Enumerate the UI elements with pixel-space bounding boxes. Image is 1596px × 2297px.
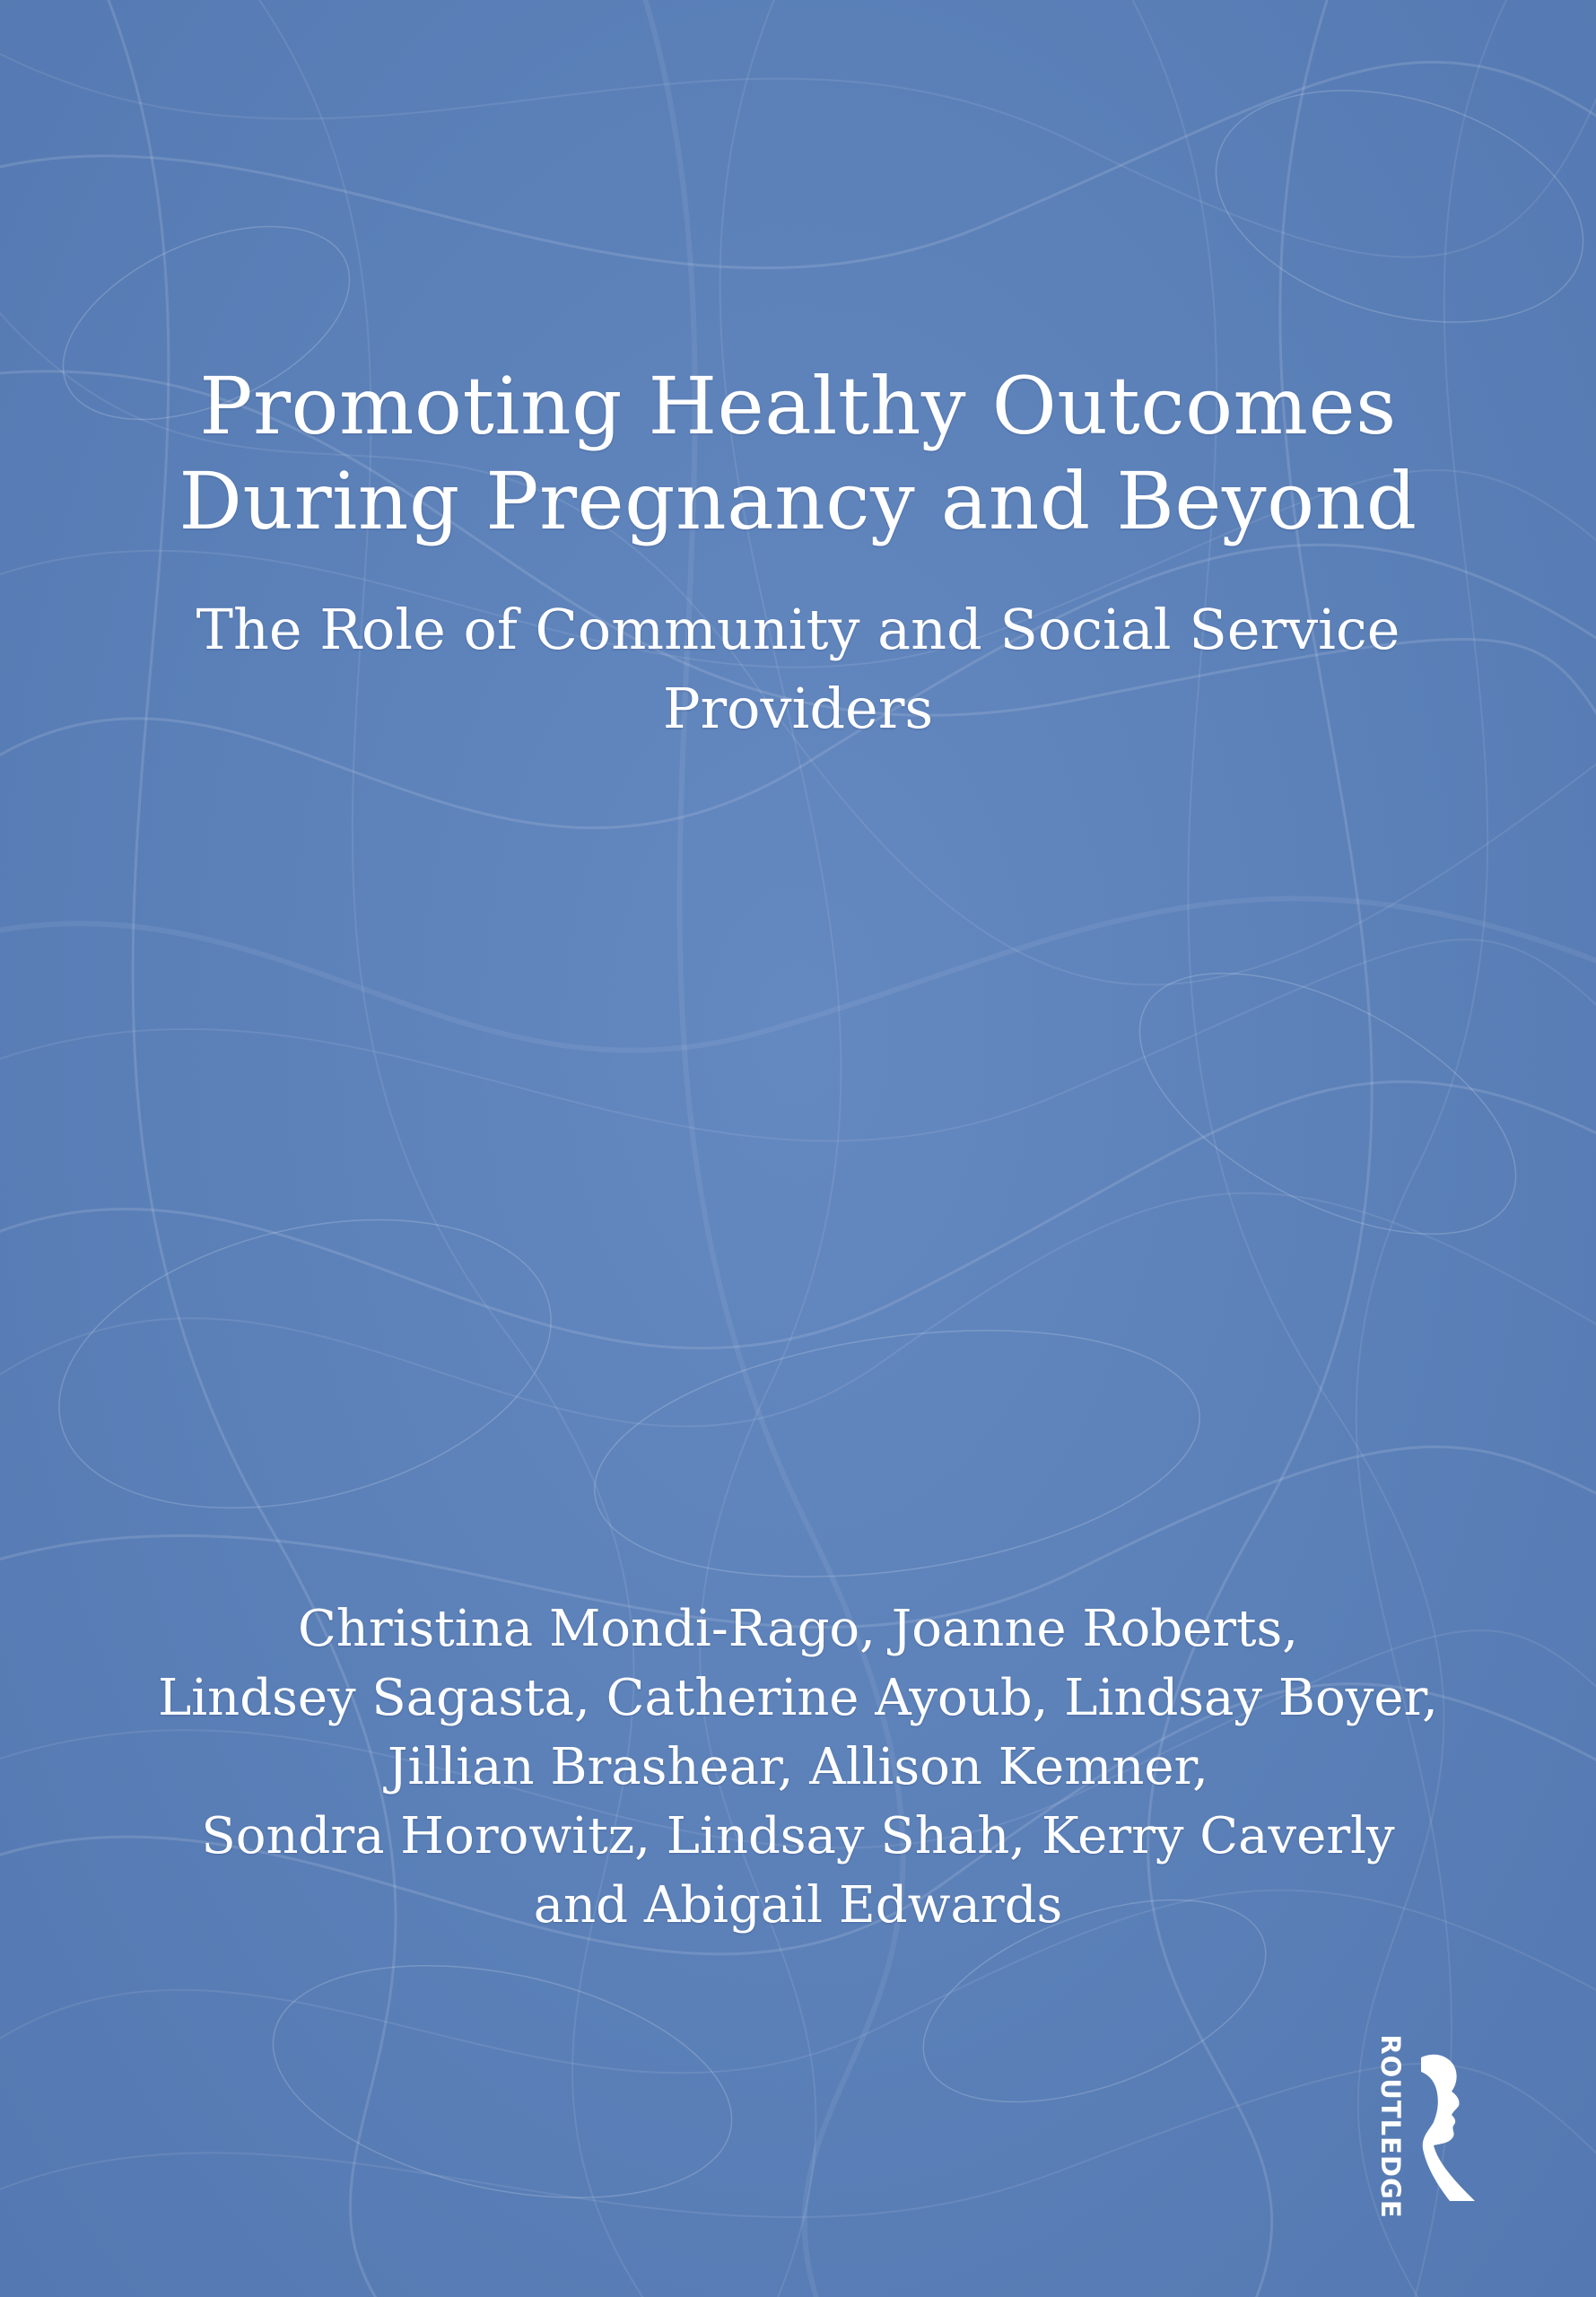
author-line: Sondra Horowitz, Lindsay Shah, Kerry Caverly [201, 1807, 1395, 1865]
author-line: Jillian Brashear, Allison Kemner, [388, 1738, 1208, 1796]
author-line: Lindsey Sagasta, Catherine Ayoub, Lindsay Boyer, [158, 1669, 1438, 1727]
book-subtitle [0, 590, 1596, 748]
author-line: and Abigail Edwards [533, 1876, 1063, 1935]
book-title [0, 359, 1596, 549]
subtitle-line: Providers [662, 676, 934, 741]
title-line: Promoting Healthy Outcomes [199, 360, 1397, 452]
author-line: Christina Mondi-Rago, Joanne Roberts, [297, 1600, 1299, 1658]
publisher-name: ROUTLEDGE [1375, 2034, 1406, 2219]
title-line: During Pregnancy and Beyond [179, 455, 1417, 547]
routledge-profile-icon [1374, 2050, 1487, 2203]
author-list [0, 1594, 1596, 1940]
subtitle-line: The Role of Community and Social Service [196, 597, 1400, 662]
